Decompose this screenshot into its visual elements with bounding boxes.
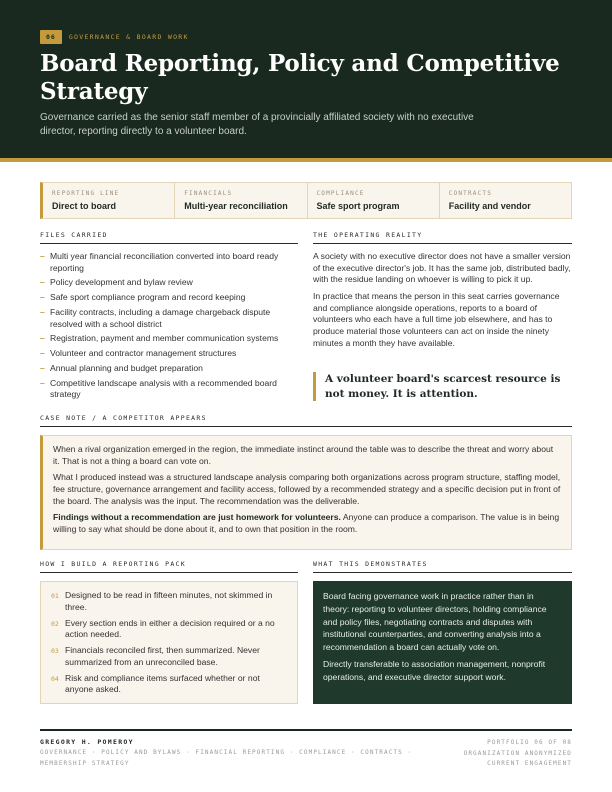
paragraph: When a rival organization emerged in the region, the immediate instinct around the table was to describe the threat and worry about it. That is not a thing a board can vote on. (53, 444, 554, 466)
paragraph: A society with no executive director does not have a smaller version of the executive director's job. It has the same job, distributed badly, with the residue landing on whoever is willing to pick it up. (313, 251, 571, 285)
eyebrow (40, 30, 189, 44)
list-item (51, 618, 287, 641)
paragraph-rest: Anyone can produce a comparison. The value is in being willing to say what should be done about it, and to own that position in the room. (53, 511, 560, 534)
list-item (51, 673, 287, 696)
item-text: Financials reconciled first, then summarized. Never summarized from an unreconciled base. (65, 645, 260, 667)
meta-label: CONTRACTS (448, 190, 493, 197)
meta-financials (174, 183, 306, 218)
list-item: – Policy development and bylaw review (40, 277, 298, 289)
engagement-status: CURRENT ENGAGEMENT (487, 760, 572, 767)
list-item (51, 645, 287, 668)
meta-label: REPORTING LINE (52, 190, 120, 197)
paragraph (53, 512, 561, 536)
meta-contracts (439, 183, 571, 218)
list-item: – Facility contracts, including a damage chargeback dispute resolved with a school district (40, 307, 298, 330)
portfolio-count: PORTFOLIO 06 OF 08 (487, 739, 572, 746)
meta-value: Safe sport program (316, 201, 400, 211)
reporting-pack-box (40, 581, 298, 704)
anonymized-note: ORGANIZATION ANONYMIZED (463, 749, 572, 757)
list-item: – Annual planning and budget preparation (40, 363, 298, 375)
page-title: Board Reporting, Policy and Competitive Strategy (40, 50, 560, 105)
paragraph: Directly transferable to association management, nonprofit operations, and executive director support work. (323, 659, 546, 683)
meta-value: Direct to board (52, 201, 117, 211)
footer-portfolio-info (464, 738, 572, 770)
footer-author-name: GREGORY H. POMEROY (40, 738, 134, 746)
list-item: – Volunteer and contractor management structures (40, 348, 298, 360)
meta-summary-box (40, 182, 572, 219)
meta-reporting-line (43, 183, 174, 218)
list-item: – Safe sport compliance program and record keeping (40, 292, 298, 304)
item-number: 03 (51, 647, 59, 655)
operating-reality-heading: THE OPERATING REALITY (313, 231, 572, 244)
paragraph: Board facing governance work in practice rather than in theory: reporting to volunteer directors, holding compliance and policy files, negotiating contracts and disputes with institutional counterparties, and converting analysis into a recommendation a board can actually vote on. (323, 591, 547, 653)
list-item: – Multi year financial reconciliation converted into board ready reporting (40, 251, 298, 274)
item-text: Risk and compliance items surfaced whether or not anyone asked. (65, 672, 260, 694)
item-number: 04 (51, 674, 59, 683)
list-item: – Registration, payment and member communication systems (40, 333, 298, 345)
files-carried-list (40, 251, 298, 404)
item-text: Every section ends in either a decision required or a no action needed. (65, 617, 275, 639)
item-text: Designed to be read in fifteen minutes, not skimmed in three. (65, 590, 273, 612)
item-number: 02 (51, 619, 59, 628)
files-carried-heading: FILES CARRIED (40, 231, 298, 244)
meta-compliance (307, 183, 439, 218)
paragraph: What I produced instead was a structured landscape analysis comparing both organizations across program structure, staffing model, fee structure, governance arrangement and facility access, followed by a recommended strategy and a specific decision put in front of the board. The analysis was the input. The recommendation was the deliverable. (53, 472, 561, 506)
pull-quote: A volunteer board's scarcest resource is not money. It is attention. (313, 372, 572, 401)
reporting-pack-heading: HOW I BUILD A REPORTING PACK (40, 560, 298, 573)
list-item: – Competitive landscape analysis with a recommended board strategy (40, 378, 298, 401)
case-note-heading: CASE NOTE / A COMPETITOR APPEARS (40, 414, 572, 427)
operating-reality-body (313, 251, 572, 355)
footer-tags: GOVERNANCE · POLICY AND BYLAWS · FINANCIAL REPORTING · COMPLIANCE · CONTRACTS · MEMBERSHIP STRATEGY (40, 749, 413, 767)
case-note-box (40, 435, 572, 550)
footer-rule (40, 729, 572, 731)
meta-value: Facility and vendor (448, 201, 531, 211)
meta-label: FINANCIALS (184, 190, 233, 197)
meta-value: Multi-year reconciliation (184, 201, 288, 211)
section-number-badge: 06 (40, 30, 62, 44)
header-accent-rule (0, 158, 612, 162)
demonstrates-box (313, 581, 572, 704)
meta-label: COMPLIANCE (316, 190, 365, 197)
list-item (51, 590, 287, 613)
item-number: 01 (51, 592, 59, 600)
emphasis-text: Findings without a recommendation are just homework for volunteers. (53, 511, 341, 522)
paragraph: In practice that means the person in this seat carries governance and compliance alongside operations, reports to a board of volunteers who each have a full time job elsewhere, and has to produce material those volunteers can act on inside the ninety minutes a month they have available. (313, 291, 560, 348)
eyebrow-label: GOVERNANCE & BOARD WORK (68, 33, 189, 41)
page-subtitle: Governance carried as the senior staff member of a provincially affiliated society with no executive director, reporting directly to a volunteer board. (40, 112, 474, 137)
demonstrates-heading: WHAT THIS DEMONSTRATES (313, 560, 572, 573)
